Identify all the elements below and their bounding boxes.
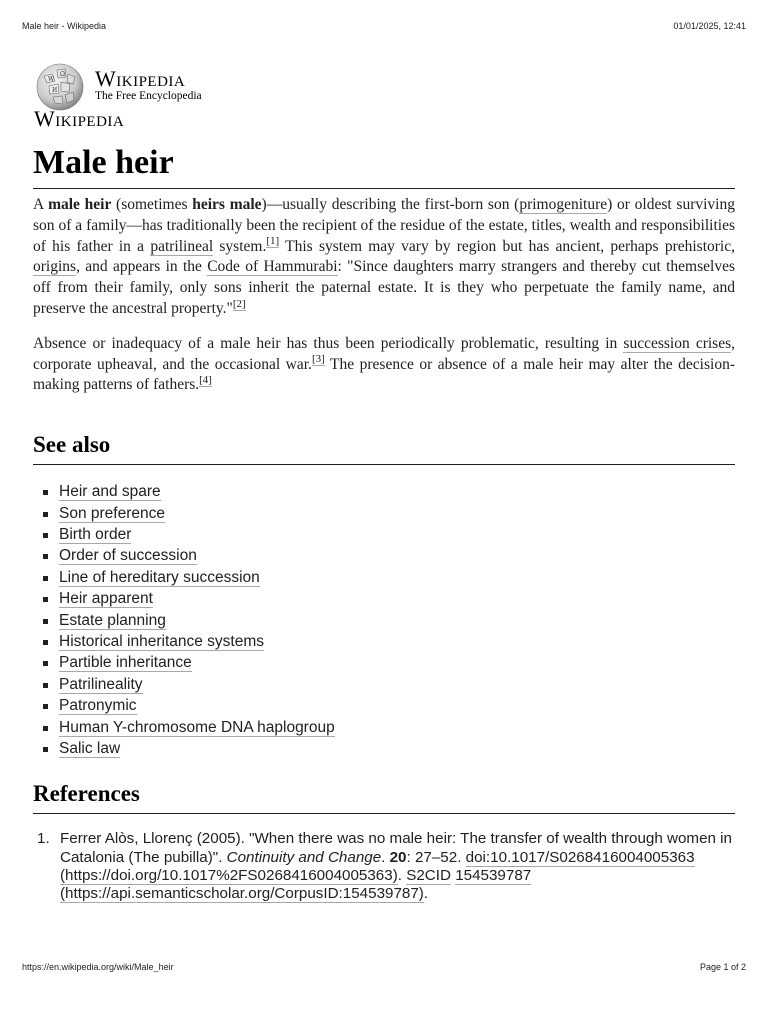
list-item [33, 695, 735, 716]
article-content [33, 142, 735, 903]
ref-2-citation[interactable] [233, 298, 246, 311]
print-header-title: Male heir - Wikipedia [22, 21, 107, 31]
print-footer [22, 962, 746, 972]
wikipedia-globe-icon [33, 62, 87, 112]
link-primogeniture[interactable]: primogeniture [519, 196, 608, 213]
text: Absence or inadequacy of a male heir has thus been periodically problematic, resulting in [33, 334, 624, 352]
ref-3-label[interactable]: [3] [311, 353, 325, 366]
bold-term: heirs male [192, 196, 262, 213]
text: The presence or absence of a male heir may alter the decision-making patterns of fathers. [33, 355, 735, 394]
text: A [33, 196, 49, 213]
ref-4-citation[interactable] [199, 374, 212, 387]
list-item [33, 481, 735, 502]
list-item [33, 610, 735, 631]
print-footer-page: Page 1 of 2 [699, 962, 746, 972]
reference-item [33, 830, 735, 903]
see-also-link[interactable]: Salic law [59, 740, 121, 758]
reference-journal: Continuity and Change [226, 848, 382, 866]
bullet-icon [43, 490, 48, 495]
text: )—usually describing the first-born son ( [261, 196, 520, 213]
link-succession-crises[interactable]: succession crises [623, 334, 732, 352]
ref-2-label[interactable]: [2] [232, 297, 246, 310]
site-wordmark[interactable]: Wikipedia [34, 106, 125, 131]
bullet-icon [43, 683, 48, 688]
text: system. [213, 237, 267, 255]
see-also-heading: See also [33, 430, 735, 465]
bullet-icon [43, 533, 48, 538]
see-also-link[interactable]: Order of succession [59, 547, 197, 565]
text: . [423, 885, 429, 903]
wikipedia-logo[interactable] [33, 62, 293, 112]
bold-term: male heir [48, 196, 112, 213]
svg-text:И: И [52, 87, 58, 94]
list-item [33, 717, 735, 738]
list-item [33, 588, 735, 609]
see-also-link[interactable]: Heir and spare [59, 483, 161, 501]
list-item [33, 631, 735, 652]
list-item [33, 545, 735, 566]
list-item [33, 674, 735, 695]
reference-text: Ferrer Alòs, Llorenç (2005). "When there was no male heir: The transfer of wealth through women in Catalonia (The pubilla)". [60, 830, 733, 866]
logo-tagline: The Free Encyclopedia [95, 90, 202, 102]
see-also-link[interactable]: Estate planning [59, 611, 166, 629]
s2cid-value-link[interactable]: 154539787 [455, 866, 532, 884]
svg-text:W: W [48, 76, 55, 83]
paragraph-1 [33, 195, 735, 320]
list-item [33, 503, 735, 524]
see-also-link[interactable]: Human Y-chromosome DNA haplogroup [59, 718, 335, 736]
ref-3-citation[interactable] [312, 353, 325, 366]
ref-4-label[interactable]: [4] [199, 374, 212, 387]
see-also-link[interactable]: Partible inheritance [59, 654, 192, 672]
see-also-link[interactable]: Line of hereditary succession [59, 568, 260, 586]
bullet-icon [43, 747, 48, 752]
reference-number: 1. [37, 830, 50, 848]
see-also-link[interactable]: Birth order [59, 525, 132, 543]
reference-pages: : 27–52. [406, 848, 466, 866]
see-also-list [33, 481, 735, 759]
list-item [33, 567, 735, 588]
list-item [33, 738, 735, 759]
see-also-link[interactable]: Son preference [59, 504, 165, 522]
text: (sometimes [111, 196, 193, 213]
text: . [397, 866, 407, 884]
paragraph-2 [33, 334, 735, 396]
text: ) or oldest surviving son of a family—has traditionally been the recipient of the residue of the estate, titles, wealth and responsibilities of his father in a [33, 196, 735, 255]
page-title: Male heir [33, 142, 735, 189]
text: , and appears in the [76, 258, 208, 276]
print-header-datetime: 01/01/2025, 12:41 [673, 21, 746, 31]
bullet-icon [43, 619, 48, 624]
text: . [381, 848, 390, 866]
bullet-icon [43, 597, 48, 602]
s2cid-url-link[interactable]: (https://api.semanticscholar.org/CorpusID:154539787) [60, 885, 424, 903]
see-also-link[interactable]: Heir apparent [59, 590, 153, 608]
s2cid-link[interactable]: S2CID [406, 866, 451, 884]
text: This system may vary by region but has ancient, perhaps prehistoric, [279, 237, 735, 255]
reference-volume: 20 [389, 848, 407, 866]
references-list [33, 830, 735, 903]
see-also-link[interactable]: Patronymic [59, 697, 137, 715]
svg-text:Ω: Ω [60, 71, 65, 78]
print-header [22, 21, 746, 31]
bullet-icon [43, 512, 48, 517]
text: , corporate upheaval, and the occasional war. [33, 334, 735, 373]
logo-wordmark: Wikipedia [95, 66, 186, 91]
text: : "Since daughters marry strangers and thereby cut themselves off from their family, only sons inherit the paternal estate. It is they who perpetuate the family name, and preserve the ancestral property." [33, 258, 735, 317]
bullet-icon [43, 576, 48, 581]
doi-url-link[interactable]: (https://doi.org/10.1017%2FS0268416004005363) [60, 866, 398, 884]
doi-value-link[interactable]: :10.1017/S0268416004005363 [485, 848, 695, 866]
bullet-icon [43, 554, 48, 559]
print-footer-url: https://en.wikipedia.org/wiki/Male_heir [22, 962, 174, 972]
list-item [33, 652, 735, 673]
see-also-link[interactable]: Historical inheritance systems [59, 633, 265, 651]
bullet-icon [43, 640, 48, 645]
see-also-link[interactable]: Patrilineality [59, 675, 143, 693]
references-heading: References [33, 779, 735, 814]
bullet-icon [43, 661, 48, 666]
link-code-of-hammurabi[interactable]: Code of Hammurabi [207, 258, 338, 276]
bullet-icon [43, 704, 48, 709]
link-origins[interactable]: origins [33, 258, 77, 276]
bullet-icon [43, 726, 48, 731]
ref-1-citation[interactable] [266, 235, 279, 248]
list-item [33, 524, 735, 545]
doi-link[interactable]: doi [465, 848, 486, 866]
ref-1-label[interactable]: [1] [266, 235, 280, 248]
link-patrilineal[interactable]: patrilineal [150, 237, 214, 255]
